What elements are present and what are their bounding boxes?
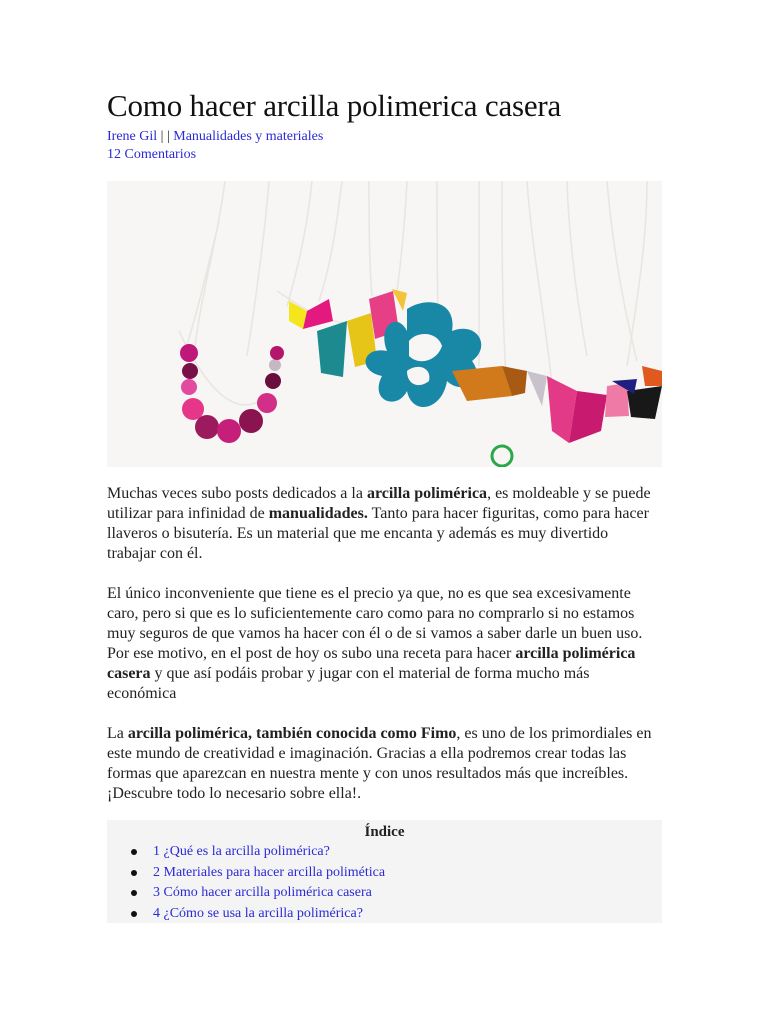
bold-text: arcilla polimérica casera <box>107 645 636 682</box>
text-run: y que así podáis probar y jugar con el material de forma mucho más económica <box>107 665 590 702</box>
author-link[interactable]: Irene Gil <box>107 129 158 144</box>
toc-item <box>153 883 662 904</box>
toc-title: Índice <box>364 824 405 840</box>
bold-text: arcilla polimérica, también conocida como Fimo <box>127 725 457 742</box>
text-run: La <box>107 725 128 742</box>
toc-item <box>153 863 662 884</box>
toc-link-4[interactable]: 4 ¿Cómo se usa la arcilla polimérica? <box>153 905 363 921</box>
toc-link-1[interactable]: 1 ¿Qué es la arcilla polimérica? <box>153 844 330 859</box>
toc-link-2[interactable]: 2 Materiales para hacer arcilla polimética <box>153 864 386 880</box>
comments-link[interactable]: 12 Comentarios <box>107 147 197 162</box>
text-run: Tanto para hacer figuritas, como para hacer llaveros o bisutería. Es un material que me encanta y además es muy divertido trabajar con él. <box>107 505 649 562</box>
article-paragraph-2 <box>107 584 657 704</box>
text-run: El único inconveniente que tiene es el precio ya que, no es que sea excesivamente caro, pero si que es lo suficientemente caro como para no comprarlo si no estamos muy seguros de que vamos ha hacer con él o de si vamos a saber darle un buen uso. Por ese motivo, en el post de hoy os subo una receta para hacer <box>107 585 643 662</box>
post-title: Como hacer arcilla polimerica casera <box>107 88 562 123</box>
bold-text: arcilla polimérica <box>366 485 488 502</box>
text-run: , es moldeable y se puede utilizar para infinidad de <box>107 485 651 522</box>
toc-list <box>107 842 662 924</box>
article-paragraph-1 <box>107 484 657 564</box>
text-run: Muchas veces subo posts dedicados a la <box>107 485 367 502</box>
article-paragraph-3 <box>107 724 657 804</box>
toc-item <box>153 904 662 925</box>
category-link[interactable]: Manualidades y materiales <box>173 129 324 144</box>
bold-text: manualidades. <box>268 505 368 522</box>
toc-item <box>153 842 662 863</box>
table-of-contents <box>107 820 662 923</box>
hero-image <box>107 181 662 467</box>
article-body <box>107 484 657 824</box>
text-run: , es uno de los primordiales en este mundo de creatividad e imaginación. Gracias a ella podremos crear todas las formas que aparezcan en nuestra mente y con unos resultados más que increíbles. ¡Descubre todo lo necesario sobre ella!. <box>107 725 652 802</box>
toc-link-3[interactable]: 3 Cómo hacer arcilla polimérica casera <box>153 885 372 900</box>
meta-separator: | | <box>157 129 174 144</box>
post-meta <box>107 128 323 164</box>
